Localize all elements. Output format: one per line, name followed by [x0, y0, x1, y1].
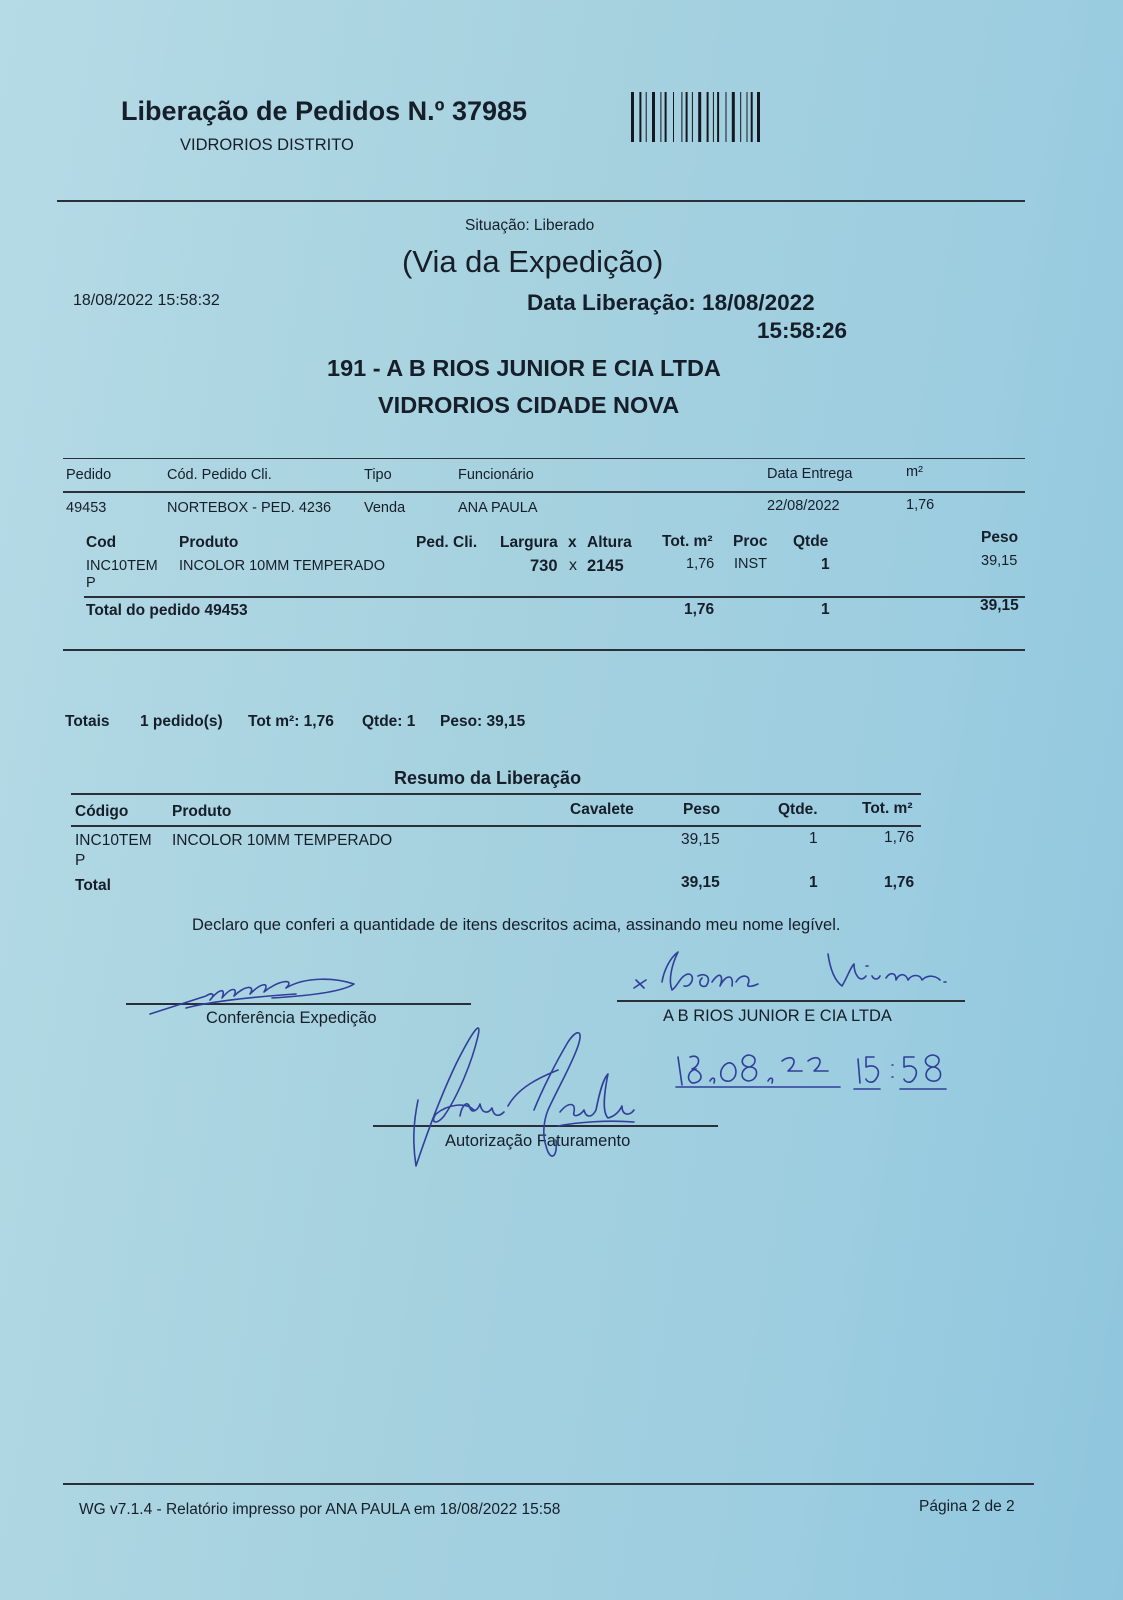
order-m2: 1,76: [906, 497, 935, 513]
order-total-qtde: 1: [821, 601, 830, 618]
summary-header-qtde: Qtde.: [778, 801, 818, 818]
totals-tot-m2: Tot m²: 1,76: [248, 713, 334, 730]
client-name: 191 - A B RIOS JUNIOR E CIA LTDA: [327, 355, 721, 381]
summary-peso: 39,15: [681, 831, 720, 848]
item-header-cod: Cod: [86, 534, 117, 551]
footer-page-number: Página 2 de 2: [919, 1498, 1015, 1515]
summary-produto: INCOLOR 10MM TEMPERADO: [172, 832, 393, 849]
barcode: [631, 92, 803, 142]
autorizacao-handwritten-signature: [408, 1018, 640, 1170]
item-header-qtde: Qtde: [793, 533, 829, 550]
item-produto: INCOLOR 10MM TEMPERADO: [179, 558, 385, 574]
item-header-peso: Peso: [981, 529, 1019, 546]
totals-qtde: Qtde: 1: [362, 713, 416, 730]
item-cod: INC10TEM: [86, 558, 158, 574]
handwritten-date: [670, 1047, 966, 1095]
totals-pedidos: 1 pedido(s): [140, 713, 223, 730]
order-cod-pedido-cli: NORTEBOX - PED. 4236: [167, 500, 332, 516]
item-header-produto: Produto: [179, 534, 239, 551]
data-liberacao: Data Liberação: 18/08/2022: [527, 290, 815, 315]
item-header-proc: Proc: [733, 533, 768, 550]
order-total-peso: 39,15: [980, 597, 1019, 614]
conferencia-handwritten-signature: [146, 970, 366, 1020]
summary-tot-m2: 1,76: [884, 829, 915, 846]
declaration-text: Declaro que conferi a quantidade de itens descritos acima, assinando meu nome legível.: [192, 916, 841, 934]
item-peso: 39,15: [981, 553, 1018, 569]
col-header-tipo: Tipo: [364, 467, 392, 483]
order-data-entrega: 22/08/2022: [767, 498, 840, 514]
item-x: x: [569, 557, 577, 574]
summary-header-peso: Peso: [683, 801, 721, 818]
item-header-tot-m2: Tot. m²: [662, 533, 713, 550]
client-signature-label: A B RIOS JUNIOR E CIA LTDA: [663, 1007, 892, 1025]
item-header-ped-cli: Ped. Cli.: [416, 534, 478, 551]
via-label: (Via da Expedição): [402, 244, 664, 279]
order-table-top-rule: [63, 458, 1025, 459]
item-total-rule: [84, 596, 1025, 598]
item-altura: 2145: [587, 557, 624, 575]
summary-total-qtde: 1: [809, 874, 818, 891]
status-situacao: Situação: Liberado: [465, 217, 595, 234]
totals-peso: Peso: 39,15: [440, 713, 526, 730]
item-header-altura: Altura: [587, 534, 632, 551]
client-handwritten-signature: [628, 946, 958, 1004]
col-header-m2: m²: [906, 464, 923, 480]
col-header-cod-pedido-cli: Cód. Pedido Cli.: [167, 467, 272, 483]
totals-label: Totais: [65, 713, 110, 730]
footer-rule: [63, 1483, 1034, 1485]
order-header-rule: [63, 491, 1025, 493]
company-name: VIDRORIOS DISTRITO: [180, 136, 354, 154]
summary-codigo-continued: P: [75, 852, 86, 869]
summary-header-produto: Produto: [172, 803, 232, 820]
header-divider: [57, 200, 1025, 202]
summary-total-label: Total: [75, 877, 111, 894]
summary-title: Resumo da Liberação: [394, 768, 582, 788]
summary-header-codigo: Código: [75, 803, 129, 820]
summary-header-cavalete: Cavalete: [570, 801, 634, 818]
item-header-largura: Largura: [500, 534, 558, 551]
col-header-data-entrega: Data Entrega: [767, 466, 853, 482]
item-header-x: x: [568, 534, 577, 551]
data-liberacao-time: 15:58:26: [757, 318, 848, 343]
order-tipo: Venda: [364, 500, 406, 516]
summary-total-peso: 39,15: [681, 874, 720, 891]
summary-header-tot-m2: Tot. m²: [862, 800, 913, 817]
order-table-bottom-rule: [63, 649, 1025, 651]
summary-qtde: 1: [809, 830, 818, 847]
document-title: Liberação de Pedidos N.º 37985: [121, 96, 528, 126]
item-cod-continued: P: [86, 575, 96, 591]
conferencia-label: Conferência Expedição: [206, 1009, 377, 1027]
item-tot-m2: 1,76: [686, 556, 715, 572]
col-header-funcionario: Funcionário: [458, 467, 534, 483]
item-qtde: 1: [821, 556, 830, 573]
print-datetime: 18/08/2022 15:58:32: [73, 292, 220, 309]
order-total-tot-m2: 1,76: [684, 601, 715, 618]
summary-top-rule: [71, 793, 921, 795]
client-branch: VIDRORIOS CIDADE NOVA: [378, 392, 680, 418]
item-proc: INST: [734, 556, 768, 572]
order-funcionario: ANA PAULA: [458, 500, 538, 516]
col-header-pedido: Pedido: [66, 467, 112, 483]
item-largura: 730: [530, 557, 558, 575]
footer-printed-by: WG v7.1.4 - Relatório impresso por ANA PAULA em 18/08/2022 15:58: [79, 1501, 561, 1518]
autorizacao-label: Autorização Faturamento: [445, 1132, 631, 1150]
order-total-label: Total do pedido 49453: [86, 602, 248, 619]
summary-codigo: INC10TEM: [75, 832, 152, 849]
summary-total-tot-m2: 1,76: [884, 874, 915, 891]
summary-header-rule: [71, 825, 921, 827]
order-pedido: 49453: [66, 500, 107, 516]
